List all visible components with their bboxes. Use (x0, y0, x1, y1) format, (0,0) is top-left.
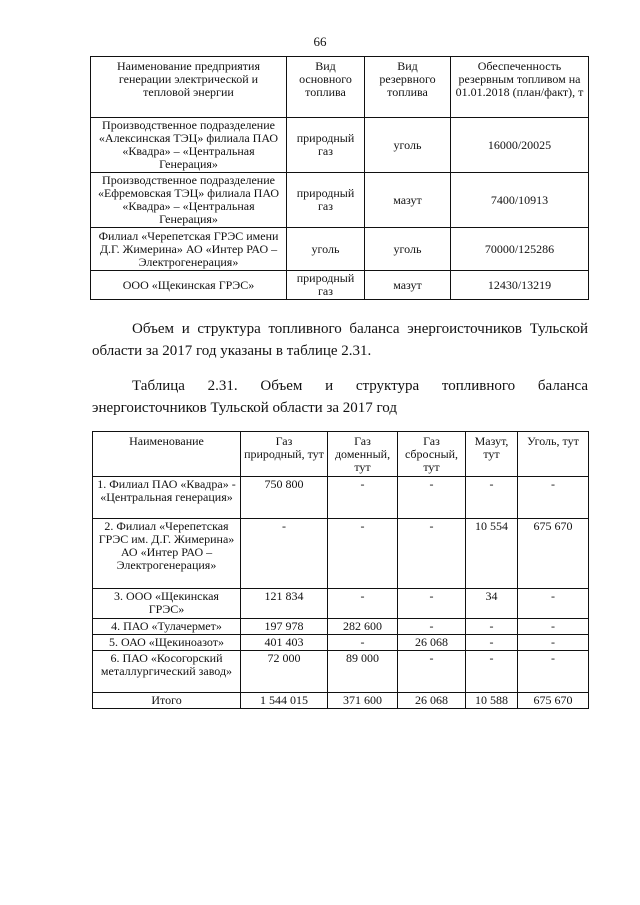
value-cell: - (518, 635, 589, 651)
total-row (93, 693, 589, 709)
fuel-reserve-table (90, 56, 589, 300)
value-cell: - (328, 635, 398, 651)
table-row (93, 477, 589, 519)
reserve-fuel-cell: уголь (365, 118, 451, 173)
value-cell: 34 (466, 589, 518, 619)
header-cell: Газ сбросный, тут (398, 432, 466, 477)
enterprise-cell: 2. Филиал «Черепетская ГРЭС им. Д.Г. Жимерина» АО «Интер РАО – Электрогенерация» (93, 519, 241, 589)
main-fuel-cell: природный газ (287, 173, 365, 228)
table-row (93, 519, 589, 589)
header-cell: Наименование (93, 432, 241, 477)
value-cell: - (398, 651, 466, 693)
fuel-balance-table (92, 431, 589, 709)
enterprise-cell: Производственное подразделение «Ефремовская ТЭЦ» филиала ПАО «Квадра» – «Центральная Генерация» (91, 173, 287, 228)
value-cell: 89 000 (328, 651, 398, 693)
table-row (93, 619, 589, 635)
total-value-cell: 1 544 015 (241, 693, 328, 709)
value-cell: - (466, 477, 518, 519)
value-cell: - (518, 619, 589, 635)
enterprise-cell: Филиал «Черепетская ГРЭС имени Д.Г. Жимерина» АО «Интер РАО – Электрогенерация» (91, 228, 287, 271)
enterprise-cell: Производственное подразделение «Алексинская ТЭЦ» филиала ПАО «Квадра» – «Центральная Генерация» (91, 118, 287, 173)
value-cell: 675 670 (518, 519, 589, 589)
total-value-cell: 675 670 (518, 693, 589, 709)
header-cell: Вид основного топлива (287, 57, 365, 118)
table-header-row (93, 432, 589, 477)
value-cell: 197 978 (241, 619, 328, 635)
reserve-supply-cell: 7400/10913 (451, 173, 589, 228)
reserve-supply-cell: 12430/13219 (451, 271, 589, 300)
table-row (91, 118, 589, 173)
enterprise-cell: 3. ООО «Щекинская ГРЭС» (93, 589, 241, 619)
value-cell: 401 403 (241, 635, 328, 651)
header-cell: Мазут, тут (466, 432, 518, 477)
enterprise-cell: ООО «Щекинская ГРЭС» (91, 271, 287, 300)
header-cell: Газ доменный, тут (328, 432, 398, 477)
value-cell: - (241, 519, 328, 589)
header-cell: Вид резервного топлива (365, 57, 451, 118)
table-row (91, 271, 589, 300)
value-cell: - (518, 477, 589, 519)
table-row (93, 635, 589, 651)
reserve-supply-cell: 16000/20025 (451, 118, 589, 173)
table-row (91, 228, 589, 271)
value-cell: - (466, 635, 518, 651)
reserve-fuel-cell: уголь (365, 228, 451, 271)
value-cell: 282 600 (328, 619, 398, 635)
table-row (93, 589, 589, 619)
main-fuel-cell: уголь (287, 228, 365, 271)
value-cell: 121 834 (241, 589, 328, 619)
enterprise-cell: 5. ОАО «Щекиноазот» (93, 635, 241, 651)
page-number: 66 (313, 34, 327, 49)
value-cell: - (398, 589, 466, 619)
header-cell: Обеспеченность резервным топливом на 01.01.2018 (план/факт), т (451, 57, 589, 118)
table-caption: Таблица 2.31. Объем и структура топливного баланса энергоисточников Тульской области за 2017 год (92, 378, 588, 416)
main-fuel-cell: природный газ (287, 118, 365, 173)
total-value-cell: 371 600 (328, 693, 398, 709)
enterprise-cell: 1. Филиал ПАО «Квадра» - «Центральная генерация» (93, 477, 241, 519)
enterprise-cell: 4. ПАО «Тулачермет» (93, 619, 241, 635)
table-row (91, 173, 589, 228)
value-cell: - (328, 477, 398, 519)
table-row (93, 651, 589, 693)
value-cell: - (398, 619, 466, 635)
value-cell: - (328, 519, 398, 589)
value-cell: 26 068 (398, 635, 466, 651)
value-cell: - (518, 589, 589, 619)
body-paragraph: Объем и структура топливного баланса энергоисточников Тульской области за 2017 год указаны в таблице 2.31. (92, 321, 588, 359)
value-cell: 750 800 (241, 477, 328, 519)
total-value-cell: 26 068 (398, 693, 466, 709)
reserve-fuel-cell: мазут (365, 271, 451, 300)
total-label-cell: Итого (93, 693, 241, 709)
enterprise-cell: 6. ПАО «Косогорский металлургический завод» (93, 651, 241, 693)
main-fuel-cell: природный газ (287, 271, 365, 300)
header-cell: Наименование предприятия генерации электрической и тепловой энергии (91, 57, 287, 118)
value-cell: 10 554 (466, 519, 518, 589)
table-header-row (91, 57, 589, 118)
reserve-fuel-cell: мазут (365, 173, 451, 228)
header-cell: Уголь, тут (518, 432, 589, 477)
reserve-supply-cell: 70000/125286 (451, 228, 589, 271)
value-cell: - (398, 519, 466, 589)
header-cell: Газ природный, тут (241, 432, 328, 477)
value-cell: - (466, 651, 518, 693)
value-cell: - (466, 619, 518, 635)
value-cell: - (398, 477, 466, 519)
value-cell: - (328, 589, 398, 619)
value-cell: 72 000 (241, 651, 328, 693)
total-value-cell: 10 588 (466, 693, 518, 709)
value-cell: - (518, 651, 589, 693)
